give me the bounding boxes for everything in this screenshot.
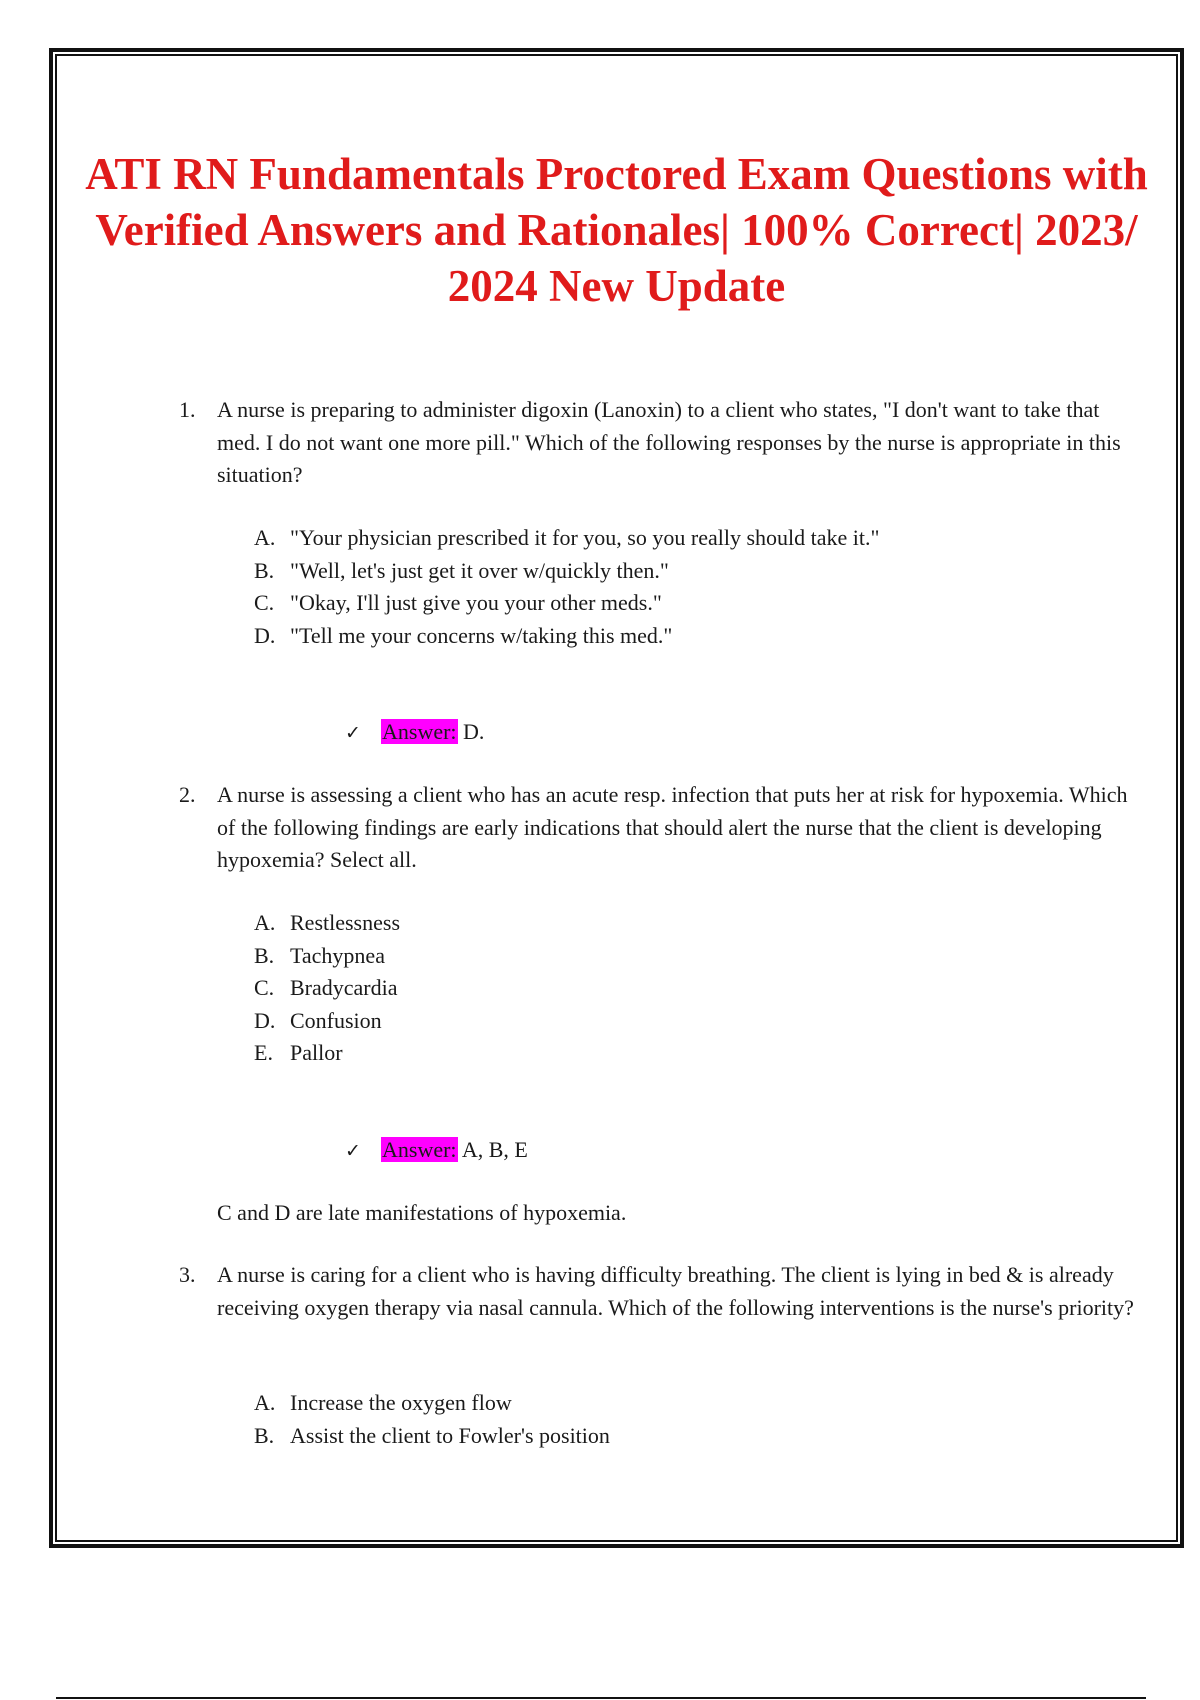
question-number: 2.	[179, 782, 196, 807]
answer-label: Answer:	[382, 719, 457, 744]
document-page	[60, 60, 1173, 1538]
answer-1	[345, 716, 484, 749]
option-b	[254, 1420, 1114, 1453]
question-1-options	[254, 522, 1114, 652]
bottom-rule	[56, 1697, 1146, 1699]
question-2-options	[254, 907, 1114, 1070]
answer-value: D.	[463, 719, 485, 744]
option-text: Assist the client to Fowler's position	[290, 1422, 610, 1448]
option-a	[254, 522, 1114, 555]
option-text: Bradycardia	[290, 975, 398, 1000]
option-letter: A.	[254, 1390, 276, 1415]
option-a	[254, 907, 1114, 940]
question-number: 1.	[179, 397, 196, 422]
option-e	[254, 1037, 1114, 1070]
option-text: Pallor	[290, 1040, 343, 1065]
question-1	[179, 394, 1147, 492]
option-text: "Tell me your concerns w/taking this med."	[290, 622, 673, 648]
option-letter: D.	[254, 622, 276, 648]
question-text: A nurse is preparing to administer digoxin (Lanoxin) to a client who states, "I don't want to take that med. I do not want one more pill." Which of the following responses by the nurse is appropriate in this situation?	[217, 397, 1121, 487]
option-letter: D.	[254, 1007, 276, 1033]
answer-label: Answer:	[382, 1137, 457, 1162]
option-c	[254, 972, 1114, 1005]
option-letter: B.	[254, 557, 275, 583]
option-b	[254, 940, 1114, 973]
answer-2	[345, 1134, 528, 1167]
option-text: Restlessness	[290, 910, 400, 935]
question-2	[179, 779, 1147, 877]
option-text: "Okay, I'll just give you your other meds."	[290, 590, 662, 615]
option-d	[254, 620, 1114, 653]
document-title: ATI RN Fundamentals Proctored Exam Questions with Verified Answers and Rationales| 100% Correct| 2023/ 2024 New Update	[85, 149, 1148, 311]
checkmark-icon: ✓	[345, 722, 361, 744]
option-b	[254, 555, 1114, 588]
option-letter: C.	[254, 590, 275, 615]
option-c	[254, 587, 1114, 620]
rationale-2: C and D are late manifestations of hypoxemia.	[217, 1200, 627, 1225]
question-number: 3.	[179, 1262, 196, 1287]
option-letter: A.	[254, 525, 276, 550]
option-letter: B.	[254, 1422, 275, 1448]
answer-value: A, B, E	[461, 1137, 528, 1162]
option-letter: C.	[254, 975, 275, 1000]
option-letter: B.	[254, 942, 275, 968]
option-a	[254, 1387, 1114, 1420]
option-text: Increase the oxygen flow	[290, 1390, 512, 1415]
question-3-options	[254, 1387, 1114, 1452]
question-text: A nurse is assessing a client who has an acute resp. infection that puts her at risk for hypoxemia. Which of the following findings are early indications that should alert the nurse that the client is developing hypoxemia? Select all.	[217, 782, 1128, 872]
option-text: "Your physician prescribed it for you, so you really should take it."	[290, 525, 880, 550]
option-text: Confusion	[290, 1007, 382, 1033]
checkmark-icon: ✓	[345, 1140, 361, 1162]
option-text: Tachypnea	[290, 942, 385, 968]
option-letter: E.	[254, 1040, 273, 1065]
option-letter: A.	[254, 910, 276, 935]
option-d	[254, 1005, 1114, 1038]
option-text: "Well, let's just get it over w/quickly then."	[290, 557, 669, 583]
question-3	[179, 1259, 1147, 1324]
question-text: A nurse is caring for a client who is having difficulty breathing. The client is lying in bed & is already receiving oxygen therapy via nasal cannula. Which of the following interventions is the nurse's priority?	[217, 1262, 1134, 1320]
